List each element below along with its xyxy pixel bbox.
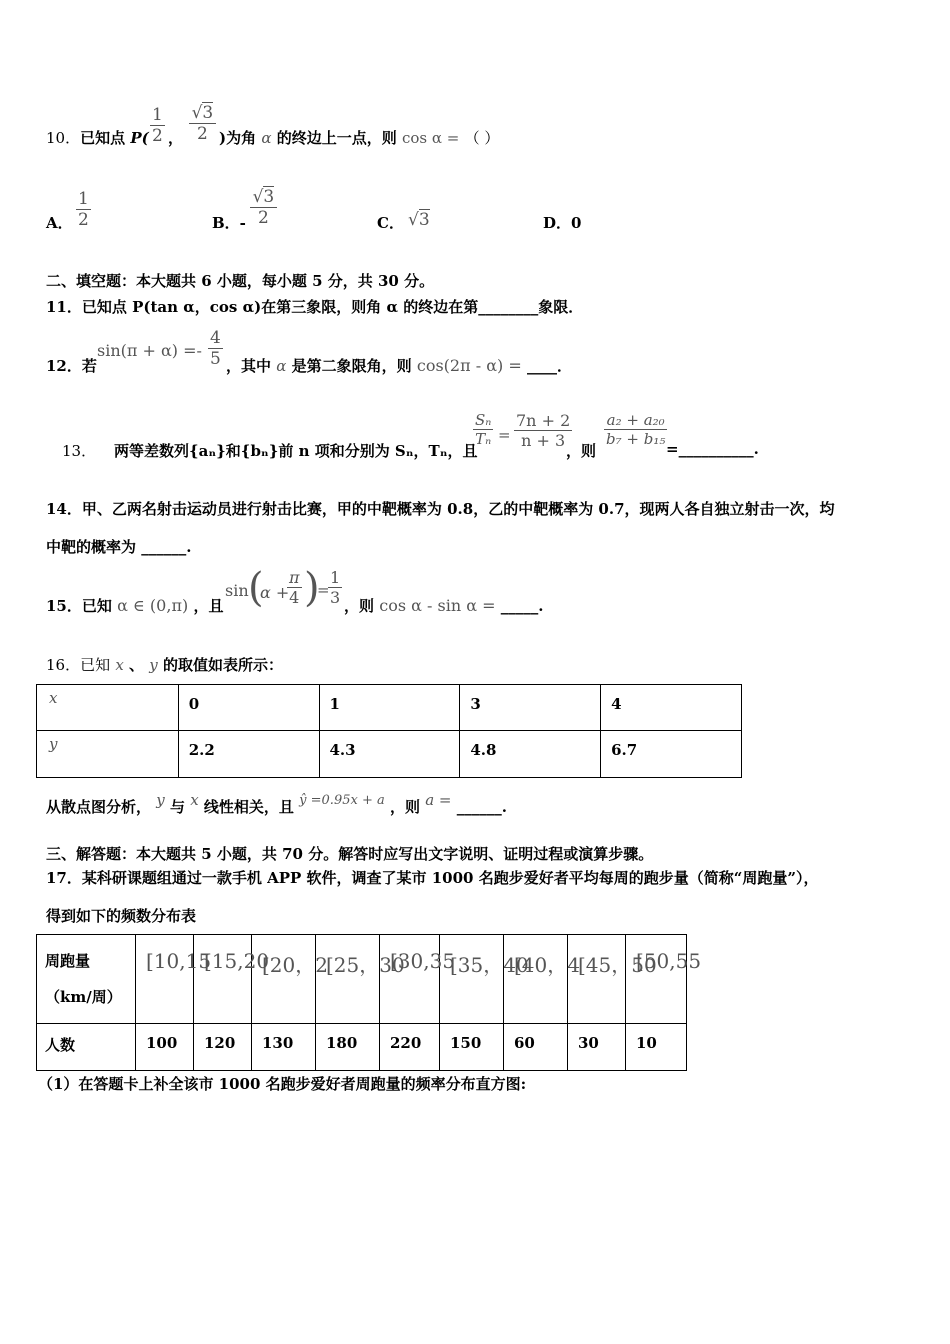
q17-part1: （1）在答题卡上补全该市 1000 名跑步爱好者周跑量的频率分布直方图: [38, 1075, 527, 1093]
q17-interval: [20，2 [252, 935, 316, 1024]
q15-pi-frac [285, 568, 304, 607]
q16-cell: 4.8 [460, 731, 601, 778]
q10-x-num: 1 [152, 105, 163, 125]
q15-eq: = [317, 581, 330, 599]
q12-post: 是第二象限角，则 [291, 357, 412, 375]
q12-frac-num: 4 [210, 328, 221, 348]
q16-cell: 0 [178, 685, 319, 731]
q13-tail: =__________. [666, 440, 759, 458]
q10-y-frac [187, 103, 218, 144]
q17-count: 30 [568, 1024, 626, 1071]
q16-table [36, 684, 742, 778]
q16-cell: 6.7 [601, 731, 742, 778]
q15-sin: sin [225, 581, 249, 600]
q15-paren-left: ( [248, 565, 264, 611]
q17-count: 180 [316, 1024, 380, 1071]
q13-text: 两等差数列{aₙ}和{bₙ}前 n 项和分别为 Sₙ，Tₙ，且 [114, 442, 478, 460]
q13-frac2 [512, 411, 574, 450]
q10-pre: 已知点 [80, 129, 126, 147]
q16-cell: 4.3 [319, 731, 460, 778]
q17-interval: [50,55 [626, 935, 687, 1024]
q16-cell: 2.2 [178, 731, 319, 778]
q15-r-den: 3 [330, 588, 341, 607]
q17-count: 130 [252, 1024, 316, 1071]
q16-intro [46, 654, 283, 675]
q16-sep: 、 [129, 656, 145, 674]
q13-frac3-den: b₇ + b₁₅ [606, 430, 666, 448]
q11: 11．已知点 P(tan α，cos α)在第三象限，则角 α 的终边在第________象限． [46, 298, 584, 316]
q13-frac3-num: a₂ + a₂₀ [606, 411, 665, 429]
q10-mid: )为角 [219, 129, 257, 147]
q15-rest [344, 595, 544, 616]
q10-x-frac [148, 105, 167, 146]
q16-row-y [37, 731, 742, 778]
q17-count-row [37, 1024, 687, 1071]
q17-count-label: 人数 [37, 1024, 136, 1071]
q17-interval: [15,20 [194, 935, 252, 1024]
q17-count: 220 [380, 1024, 440, 1071]
q17-interval: [25，30 [316, 935, 380, 1024]
q16-row-y-label: y [37, 731, 179, 778]
q14-line2: 中靶的概率为 ______. [46, 538, 192, 556]
q17-line1: 17．某科研课题组通过一款手机 APP 软件，调查了某市 1000 名跑步爱好者平均每周的跑步量（简称“周跑量”）， [46, 869, 819, 887]
q15-r-frac [326, 568, 344, 607]
q12 [46, 355, 97, 376]
q16-cell: 4 [601, 685, 742, 731]
q12-expr2: cos(2π - α) = [416, 356, 522, 375]
sqrt-icon: √ [191, 103, 203, 123]
q10-option-a [74, 189, 93, 230]
q15-blank: _____. [500, 597, 544, 615]
q12-num: 12．若 [46, 357, 97, 375]
q15-paren-right: ) [304, 565, 320, 611]
q15-r-num: 1 [330, 568, 341, 587]
q12-alpha: α [276, 357, 287, 375]
q17-table [36, 934, 702, 1071]
q16-intro-num: 16．已知 [46, 656, 111, 674]
q17-count: 120 [194, 1024, 252, 1071]
q10-paren: （ ） [464, 129, 500, 147]
q16-y: y [149, 656, 158, 674]
q15-expr: cos α - sin α = [379, 596, 496, 615]
q16-x: x [115, 656, 124, 674]
q16-cell: 1 [319, 685, 460, 731]
q10-a-num: 1 [78, 189, 89, 209]
sqrt-icon: √ [252, 187, 264, 207]
section-3-heading: 三、解答题：本大题共 5 小题，共 70 分。解答时应写出文字说明、证明过程或演算步骤。 [46, 845, 654, 863]
q13-then: ，则 [566, 442, 597, 460]
q17-count: 100 [136, 1024, 194, 1071]
q10-y-den: 2 [189, 123, 216, 144]
q17-header-row [37, 935, 687, 1024]
q13-frac1-den: Tₙ [473, 429, 493, 448]
q17-count: 60 [504, 1024, 568, 1071]
q16-after [46, 791, 507, 817]
q17-interval: [10,15 [136, 935, 194, 1024]
q13-frac3 [602, 411, 669, 448]
q10-comma: ， [168, 129, 184, 147]
q13-frac2-num: 7n + 2 [516, 411, 571, 430]
q16-after-x: x [190, 791, 199, 809]
q16-row-x-label: x [37, 685, 179, 731]
q16-after-pre: 从散点图分析， [46, 798, 152, 816]
q16-row-x [37, 685, 742, 731]
q16-a-eq: a = [425, 791, 452, 809]
q16-cell: 3 [460, 685, 601, 731]
q13-frac1 [471, 411, 495, 448]
q17-count: 10 [626, 1024, 687, 1071]
q16-after-with: 与 [169, 798, 185, 816]
q16-after-blank: ______. [456, 798, 507, 816]
q12-expr1: sin(π + α) =- [97, 341, 202, 360]
q13-num: 13． [62, 442, 97, 460]
q10-b-den: 2 [250, 207, 277, 228]
q15-mid: ，且 [193, 597, 224, 615]
q17-count: 150 [440, 1024, 504, 1071]
q10-option-d: D．0 [543, 214, 582, 232]
q16-after-y: y [156, 791, 165, 809]
q10-c-val: 3 [418, 210, 430, 230]
q16-reg: ŷ =0.95x + a [299, 793, 385, 808]
q10-point: P( [130, 129, 149, 147]
q10-x-den: 2 [152, 126, 163, 146]
q15 [46, 595, 223, 616]
q15-cond: α ∈ (0,π) [117, 596, 189, 615]
q15-pi-num: π [289, 568, 300, 587]
q12-frac-den: 5 [210, 349, 221, 369]
q10-post: 的终边上一点，则 [276, 129, 397, 147]
q10-b-num: 3 [263, 187, 275, 207]
section-2-heading: 二、填空题：本大题共 6 小题，每小题 5 分，共 30 分。 [46, 272, 435, 290]
q10-cos: cos α = [401, 129, 460, 147]
q10-a-den: 2 [78, 210, 89, 230]
q12-mid: ，其中 [226, 357, 272, 375]
q16-after-then: ，则 [389, 798, 420, 816]
q13-frac1-num: Sₙ [475, 411, 492, 429]
q17-line2: 得到如下的频数分布表 [46, 907, 197, 925]
q10-num: 10． [46, 129, 81, 147]
q17-interval: [30,35 [380, 935, 440, 1024]
q10-option-a-label: A． [46, 214, 73, 232]
q10-option-b-label: B．- [212, 214, 246, 232]
q12-blank: ____． [526, 357, 572, 375]
q15-inner: α + [260, 583, 290, 602]
q13-eq: = [498, 426, 511, 444]
q17-interval: [40，4 [504, 935, 568, 1024]
q17-interval: [45，50 [568, 935, 626, 1024]
q10-option-c [408, 210, 430, 230]
q17-header-label: 周跑量 （km/周） [37, 935, 136, 1024]
q15-num: 15．已知 [46, 597, 112, 615]
q10-y-num: 3 [202, 103, 214, 123]
q12-rest [226, 355, 572, 376]
q16-intro-post: 的取值如表所示： [163, 656, 284, 674]
q17-interval: [35，40 [440, 935, 504, 1024]
sqrt-icon: √ [408, 210, 419, 230]
q16-after-mid: 线性相关，且 [203, 798, 294, 816]
q14-line1: 14．甲、乙两名射击运动员进行射击比赛，甲的中靶概率为 0.8，乙的中靶概率为 0.7，现两人各自独立射击一次，均 [46, 500, 835, 518]
q10-alpha: α [261, 129, 272, 147]
q10-option-c-label: C． [377, 214, 404, 232]
q12-frac [206, 328, 225, 369]
q13-frac2-den: n + 3 [514, 430, 572, 450]
q15-pi-den: 4 [287, 587, 302, 607]
q10 [46, 127, 149, 148]
q10-option-b [248, 187, 279, 228]
q10-line [219, 127, 499, 148]
q15-then: ，则 [344, 597, 375, 615]
